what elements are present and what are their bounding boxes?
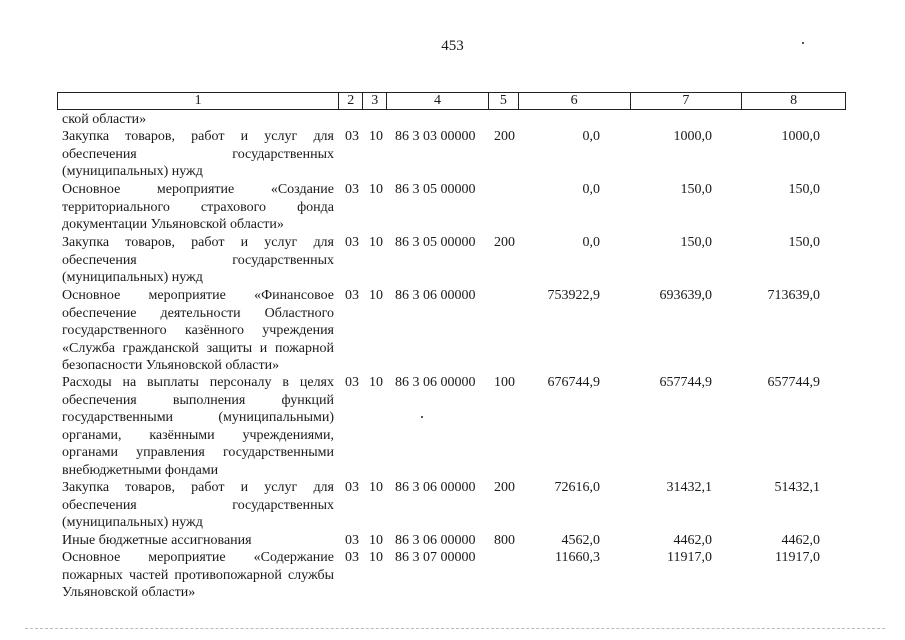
cell-section: 03 — [345, 129, 359, 144]
cell-amount-7: 31432,1 — [666, 480, 712, 495]
cell-amount-8: 4462,0 — [781, 533, 820, 548]
header-col-7: 7 — [631, 93, 743, 109]
cell-amount-8: 150,0 — [788, 182, 820, 197]
cell-amount-7: 150,0 — [680, 182, 712, 197]
header-col-5: 5 — [489, 93, 519, 109]
cell-target-code: 86 3 06 00000 — [395, 533, 476, 548]
row-name: ской области» — [62, 112, 147, 127]
cell-target-code: 86 3 06 00000 — [395, 480, 476, 495]
header-col-2: 2 — [339, 93, 363, 109]
cell-amount-8: 150,0 — [788, 235, 820, 250]
cell-amount-7: 657744,9 — [659, 375, 712, 390]
row-name: Закупка товаров, работ и услуг для обеспечения государственных (муниципальных) нужд — [62, 480, 334, 530]
cell-expense-type: 100 — [494, 375, 515, 390]
cell-amount-6: 0,0 — [582, 129, 600, 144]
cell-target-code: 86 3 05 00000 — [395, 235, 476, 250]
cell-amount-8: 657744,9 — [767, 375, 820, 390]
cell-amount-6: 72616,0 — [554, 480, 600, 495]
table-header — [57, 92, 846, 110]
row-name: Иные бюджетные ассигнования — [62, 533, 252, 548]
cell-expense-type: 200 — [494, 235, 515, 250]
cell-amount-8: 51432,1 — [774, 480, 820, 495]
cell-section: 03 — [345, 550, 359, 565]
cell-amount-8: 11917,0 — [775, 550, 820, 565]
row-name: Расходы на выплаты персоналу в целях обеспечения выполнения функций государственными (муниципальными) органами, казёнными учреждениями, органами управления государственными внебюджетными фондами — [62, 375, 334, 478]
cell-subsection: 10 — [369, 288, 383, 303]
cell-section: 03 — [345, 480, 359, 495]
cell-amount-6: 0,0 — [582, 235, 600, 250]
header-col-4: 4 — [387, 93, 489, 109]
cell-subsection: 10 — [369, 375, 383, 390]
cell-amount-6: 676744,9 — [547, 375, 600, 390]
cell-target-code: 86 3 05 00000 — [395, 182, 476, 197]
cell-section: 03 — [345, 375, 359, 390]
row-name: Основное мероприятие «Создание территориального страхового фонда документации Ульяновской области» — [62, 182, 334, 232]
row-name: Основное мероприятие «Финансовое обеспечение деятельности Областного государственного казённого учреждения «Служба гражданской защиты и пожарной безопасности Ульяновской области» — [62, 288, 334, 373]
cell-subsection: 10 — [369, 480, 383, 495]
page-number: 453 — [441, 38, 464, 54]
cell-amount-6: 0,0 — [582, 182, 600, 197]
cell-amount-7: 11917,0 — [667, 550, 712, 565]
cell-section: 03 — [345, 182, 359, 197]
row-name: Закупка товаров, работ и услуг для обеспечения государственных (муниципальных) нужд — [62, 129, 334, 179]
cell-subsection: 10 — [369, 129, 383, 144]
cell-amount-7: 693639,0 — [659, 288, 712, 303]
cell-expense-type: 200 — [494, 480, 515, 495]
cell-subsection: 10 — [369, 550, 383, 565]
cell-amount-7: 4462,0 — [673, 533, 712, 548]
header-col-3: 3 — [363, 93, 387, 109]
cell-section: 03 — [345, 235, 359, 250]
cell-target-code: 86 3 06 00000 — [395, 288, 476, 303]
cell-amount-6: 11660,3 — [555, 550, 600, 565]
scan-speck — [802, 42, 804, 44]
cell-subsection: 10 — [369, 182, 383, 197]
cell-amount-8: 1000,0 — [781, 129, 820, 144]
cell-target-code: 86 3 06 00000 — [395, 375, 476, 390]
scan-speck — [421, 416, 423, 418]
cell-subsection: 10 — [369, 235, 383, 250]
cell-expense-type: 800 — [494, 533, 515, 548]
cell-amount-7: 150,0 — [680, 235, 712, 250]
cell-section: 03 — [345, 533, 359, 548]
header-col-1: 1 — [58, 93, 339, 109]
cell-amount-6: 4562,0 — [561, 533, 600, 548]
cell-expense-type: 200 — [494, 129, 515, 144]
cell-amount-8: 713639,0 — [767, 288, 820, 303]
cell-amount-6: 753922,9 — [547, 288, 600, 303]
cell-subsection: 10 — [369, 533, 383, 548]
scan-edge-line — [25, 628, 885, 629]
cell-amount-7: 1000,0 — [673, 129, 712, 144]
cell-target-code: 86 3 07 00000 — [395, 550, 476, 565]
header-col-6: 6 — [519, 93, 631, 109]
header-col-8: 8 — [790, 93, 798, 108]
cell-target-code: 86 3 03 00000 — [395, 129, 476, 144]
row-name: Основное мероприятие «Содержание пожарных частей противопожарной службы Ульяновской области» — [62, 550, 334, 600]
cell-section: 03 — [345, 288, 359, 303]
row-name: Закупка товаров, работ и услуг для обеспечения государственных (муниципальных) нужд — [62, 235, 334, 285]
